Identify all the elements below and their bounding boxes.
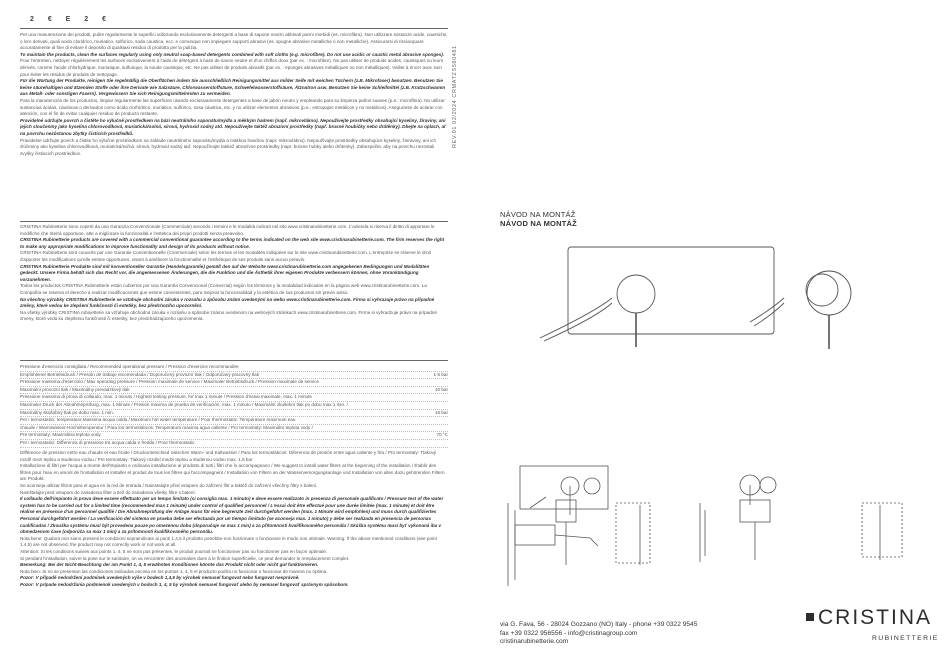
warranty-sk: Na všetky výrobky CRISTINA rubinetterie sa vzťahuje obchodná záruka v rozsahu a spôsobe známo uvedenom na webových stránkach www.cristinarubinetterie.com. Firma si vyhradzuje právo na prípadné zmeny, ktoré vedú ku zlepšeniu funkčnosti či estetiky, bez predchádzajúceho upozornenia. [20, 309, 437, 322]
revision-code: REV.01 02/2024 CRMATZS580481 [452, 45, 458, 148]
contact-address: via G. Fava, 56 - 28024 Gozzano (NO) Italy - phone +39 0322 9545 [500, 621, 698, 628]
install-note: Se aconseja utilizar filtros para el agua en la red de entrada / Nainstalujte před vstupem do zařízení filtr a taktéž do zařízení všechny filtry s balení. [20, 482, 318, 488]
install-note: Nota bien: Si no se presentan las condiciones indicadas encima en los puntos 1, 4, 5 el producto podría no funcionar o funcionar de manera no óptima. [20, 568, 328, 574]
install-note: Installazione di filtri per l'acqua a monte dell'impianto e ordinaria installazione al prodotto di tutti i filtri che lo accompagnano / We suggest to install water filters at the beginning of the installation / Établir des filtres pour l'eau en amont de l'installation et installer et produit de tous les filtres qui l'accompagnent / Installation von Filtern an der Wasserversorgungsanlage und Installation von allen dazu gehörenden Filtern am Produkt. [20, 463, 445, 482]
page-title: NÁVOD NA MONTÁŽ [500, 210, 576, 219]
maintenance-fr: Pour l'entretien, nettoyer régulièrement les surfaces exclusivement à l'aide de détergent à base de savon neutre et d'un chiffon doux (par ex. : microfibre). Ne pas utiliser de produits acides, caustiques ou leurs dérivés, comme l'acide chlorhydrique, muriatique, sulfurique, la soude caustique, etc. Ne pas utiliser de produits abrasifs (par ex. : éponges abrasives métalliques ou non métalliques). Veiller à rincer avec soin pour éviter les résidus de produits de nettoyage. [20, 58, 444, 77]
spec-value: 10 bar [434, 386, 448, 392]
spec-label: Empfohlener Betriebsdruck / Presión de trabajo recomendada / Doporučený provozní tlak / Odporúčaný pracovný tlak [20, 371, 260, 377]
spec-label: Per i termostatici: temperatura Massima acqua calda / Maximum hot water temperature / Pour thermostatic: Température maximum eau [20, 417, 296, 423]
warranty-fr: CRISTINA Rubinetterie sont couverts par une Garantie Conventionnelle (Commerciale) selon les termes et les modalités indiquées sur le site www.cristinarubinetterie.com. L'entreprise se réserve le droit d'apporter les modifications qu'elle estime opportunes, visant à améliorer la fonctionnalité et l'esthétique de ses produits sans aucun préavis. [20, 250, 431, 262]
maintenance-it: Per una manutenzione dei prodotti, pulire regolarmente le superfici utilizzando esclusivamente detergenti a base di sapone neutro abbinati panni morbidi (es. microfibra). Non utilizzare sostanze acide, caustiche, o loro derivati, quali acido cloridrico, muriatico, solforico, soda caustica, ecc. e comunque non impiegare supporti abrasivi (es. spugne abrasive metalliche o non metalliche). Assicurarsi di risciacquare accuratamente al fine di evitare il deposito di qualsiasi residuo di prodotto per la pulizia. [20, 32, 448, 51]
maintenance-es: Para la manutención de los productos, limpiar regularmente las superficies usando exclusivamente detergentes a base de jabón neutro y empleando para su limpieza paños suaves (p.e.: microfibra). No utilizar sustancias ácidas, cáusticas o derivados como ácido clorhídrico, muriático, sulfúrico, sosa cáustica, etc. y no utilizar elementos abrasivos (p.e.: estropajos metálicos y no metálicos). Asegurarse de aclarar con atención, con el fin de evitar cualquier residuo de producto restante. [20, 97, 445, 117]
logo-mark [806, 613, 814, 621]
contact-fax-email: fax +39 0322 956556 - info@cristinagroup.com [500, 629, 638, 637]
language-icons: 2 € E 2 € [30, 16, 113, 23]
logo-wordmark: CRISTINA [818, 606, 933, 629]
spec-label: Maximální provozní tlak / Maximálny prevádzkový tlak [20, 386, 130, 392]
maintenance-de: Für die Wartung der Produkte, reinigen Sie regelmäßig die Oberflächen indem Sie ausschließlich Reinigungsmittel aus milder Seife mit weichen Tüchern (z.B. Mikrofaser) benutzen. Benutzen Sie keine säurehaltigen und ätzenden Stoffe oder ihre Derivate wie Salzsäure, Chlorwasserstoffsäure, Schwefelwasserstoffsäure, Ätznatron usw. Benutzen Sie keine Schleifmittel (z.B. Kratzschwamm aus Metall- oder sonstigen Fasern). Vergewissern Sie sich Reinigungsmittelresten zu vermeiden. [20, 78, 446, 97]
install-note: Bemerkung: Bei der Nicht-Beachtung der am Punkt 1, 4, 5 erwähnten Konditionen könnte das Produkt nicht oder nicht gut funktionieren. [20, 562, 319, 568]
install-note: Pozor: V prípade nedodržania podmienok uvedených v bodoch 1, 4, 5 by výrobok nemusel fungovať alebo by nemusel fungovať správnym spôsobom. [20, 581, 349, 587]
warranty-es: Todos los productos CRISTINA Rubinetterie están cubiertos por una Garantía Convencional (Comercial) según los términos y la modalidad indicados en la página web www.cristinarubinetterie.com. La Compañía se reserva el derecho a realizar modificaciones que estime convenientes, para mejorar la funcionalidad y la estética de sus productos sin previo aviso. [20, 283, 427, 295]
brand-logo [818, 606, 932, 630]
warranty-it: CRISTINA Rubinetterie sono coperti da una Garanzia Convenzionale (Commerciale) secondo i termini e le modalità indicati nel sito www.cristinarubinetterie.com. L'azienda si riserva il diritto di apportare le modifiche che riterrà opportune, atte a migliorare la funzionalità e l'estetica dei propri prodotti senza preavviso. [20, 224, 435, 236]
install-note: Différence de pression entre eau chaude et eau froide / Druckunterschied zwischen Warm- und Kaltwasser / Para los termostáticos: Diferencia de presión entre agua caliente y fría / Pro termostaty: Tlakový rozdíl mezi teplou a studenou vodou / Pre termostaty: Tlakový rozdiel medzi teplou a studenou vodou max. 1,5 bar [20, 450, 437, 462]
maintenance-sk: Pravidelne udržujte povrch a čistite ho výlučne prostriedkom na základe neutrálneho saponátu/mydla a mäkkou handrou (napr. mikrovlákno). Nepoužívajte prostriedky obsahujúce kyseliny, žieraviny, ani ich zlúčeniny ako kyselina chlorovodíková, muriatická/soľná, sírová, hydroxid sodný atď. Nepoužívajte taktiež abrazívne prostriedky (napr. brúsne hubky alebo drôtenky). Zabezpečte, aby na povrchu nezostali zvyšky čistiacich prostriedkov. [20, 137, 437, 156]
spec-label: Pressione d'esercizio consigliata / Recommended operational pressure / Pression d'exercice recommandée [20, 364, 239, 369]
maintenance-cs: Pravidelné udržujte povrch a čistěte ho výlučně prostředkem na bázi neutrálního saponátu/mýdla a měkkým hadrem (např. mikrovlákno). Nepoužívejte prostředky obsahující kyseliny, žíraviny, ani jejich sloučeniny jako kyselina chlorovodíková, muriatická/solná, sírová, hydroxid sodný atd. Nepoužívejte taktéž abrazivní prostředky (např. brusné houbičky nebo drátěnky). Dbejte na oplach, ať na povrchu nezůstanou zbytky čisticích prostředků. [20, 117, 447, 136]
warranty-de: CRISTINA Rubinetterie Produkte sind mit konventioneller Garantie (Handelsgarantie) gemäß den auf der Website www.cristinarubinetterie.com angegebenen Bedingungen und Modalitäten gedeckt. Unsere Firma behält sich das Recht vor, die angemessenen Änderungen, die die Funktion und die Ästhetik ihrer eigenen Produkte verbessern können, ohne Vorankündigung vorzunehmen. [20, 263, 430, 282]
page-title-secondary: NÁVOD NA MONTÁŽ [500, 219, 577, 228]
spec-label: Pressione massima di prova di collaudo, max. 1 minuto / Highest testing pressure, for max 1 minute / Pression d'essai maximale, max. 1 minute [20, 394, 312, 400]
spec-label: chaude / Warmwasser-Höchsttemperatur / Para los termostáticos: Temperatura máxima agua caliente / Pro termostaty: Maximální teplota vody / [20, 424, 313, 430]
spec-label: Pre termostaty: Maximálna teplota vody [20, 432, 101, 438]
spec-value: 16 bar [434, 409, 448, 415]
install-note: Pozor: V případě nedodržení podmínek uvedených výše v bodech 1,4,5 by výrobek nemusel fungovat nebo fungovat nesprávně. [20, 575, 300, 581]
warranty-cs: Na všechny výrobky CRISTINA Rubinetterie se vztahuje obchodní záruka v rozsahu a způsobu známí uvedenými na webu www.cristinarubinetterie.com. Firma si vyhrazuje právo na případné změny, které vedou ke zlepšení funkčnosti či estetiky, bez předchozího upozornění. [20, 296, 435, 309]
install-note: Nainštalujte pred vstupom do zariadenia filter a tiež do zariadenia všetky filtre s balení. [20, 489, 196, 495]
warranty-en: CRISTINA Rubinetterie products are covered with a commercial conventional guarantee according to the terms indicated on the web site www.cristinarubinetterie.com. The firm reserves the right to make any appropriate modifications to improve functionality and design of its products without notice. [20, 237, 445, 249]
spec-label: Pressione massima d'esercizio / Max operating pressure / Pression maximale de service / Maximaler Betriebsdruck / Pression maximale de service [20, 379, 320, 385]
install-note: Nota bene: Qualora non siano presenti le condizioni sopraindicate ai punti 1,4,5 il prodotto potrebbe non funzionare o funzionare in modo non ottimale. Warning: If the above mentioned conditions (see point 1,4,5) are not observed, the product may not correctly work or not work at all. [20, 535, 437, 548]
spec-label: Per i termostatici: Differenza di pressione tra acqua calda e fredda / Pour thermostatic: [20, 439, 196, 445]
spec-label: Maximálny skúšobný tlak po dobu max. 1 min. [20, 409, 114, 415]
install-note: Attention: Si les conditions suivies aux points 1, 4, 5 ne sont pas présentes, le produit pourrait ne fonctionner pas ou fonctionner pas en façon optimale. [20, 548, 328, 554]
spec-value: 70 °C [436, 432, 448, 438]
install-note: Il collaudo dell'impianto in prova deve essere effettuato per un tempo limitato (si consiglia max. 1 minuto) e deve essere realizzato in presenza di personale qualificato / Pressure test of the water system has to be carried out for a limited time (recommended max 1 minute) under control of qualified personnel / L'essai doit être effectué pour une durée limitée (max. 1 minute) et doit être réalisé en présence d'un personnel qualifié / Die Abnahmeprüfung der Anlage muss für eine begrenzte Zeit durchgeführt werden (max. 1 Minute wird empfohlen) und muss durch qualifiziertes Personal durchgeführt werden / La verificación del sistema en prueba debe ser efectuada por un tiempo limitado (se aconseja max. 1 minuto) y debe ser realizada en presencia de personas cualificadas / Zkouška systému musí být provedena pouze po omezenou dobu (doporučuje se max 1 min) a za přítomnosti kvalifikovaného personálu / Skúška systému musí byť vykonaná iba v obmedzenom čase (odporúča sa max 1 min) a za prítomnosti kvalifikovaného personálu. [20, 496, 444, 535]
spec-value: 1-5 bar [433, 371, 448, 377]
install-note: Si pendant l'installation, suivre la pose sur le sanitaire, on va rencontrer des anomalies dues à le finition superficielle, ce peut demander le remplacement complet. [20, 555, 350, 561]
contact-block [500, 621, 697, 647]
contact-website: cristinarubinetterie.com [500, 638, 569, 646]
spec-label: Maximaler Druck der Abnahmeprüfung, max. 1 Minute / Presión máxima de prueba de verificación, máx. 1 minuto / Maximální zkušební tlak po dobu max 1 min. / [20, 401, 348, 407]
logo-subtitle: RUBINETTERIE [872, 635, 939, 642]
maintenance-en: To maintain the products, clean the surfaces regularly using only neutral soap-based detergents combined with soft cloths (e.g. microfibre). Do not use acidic or caustic metal abrasive sponges). [20, 51, 445, 57]
